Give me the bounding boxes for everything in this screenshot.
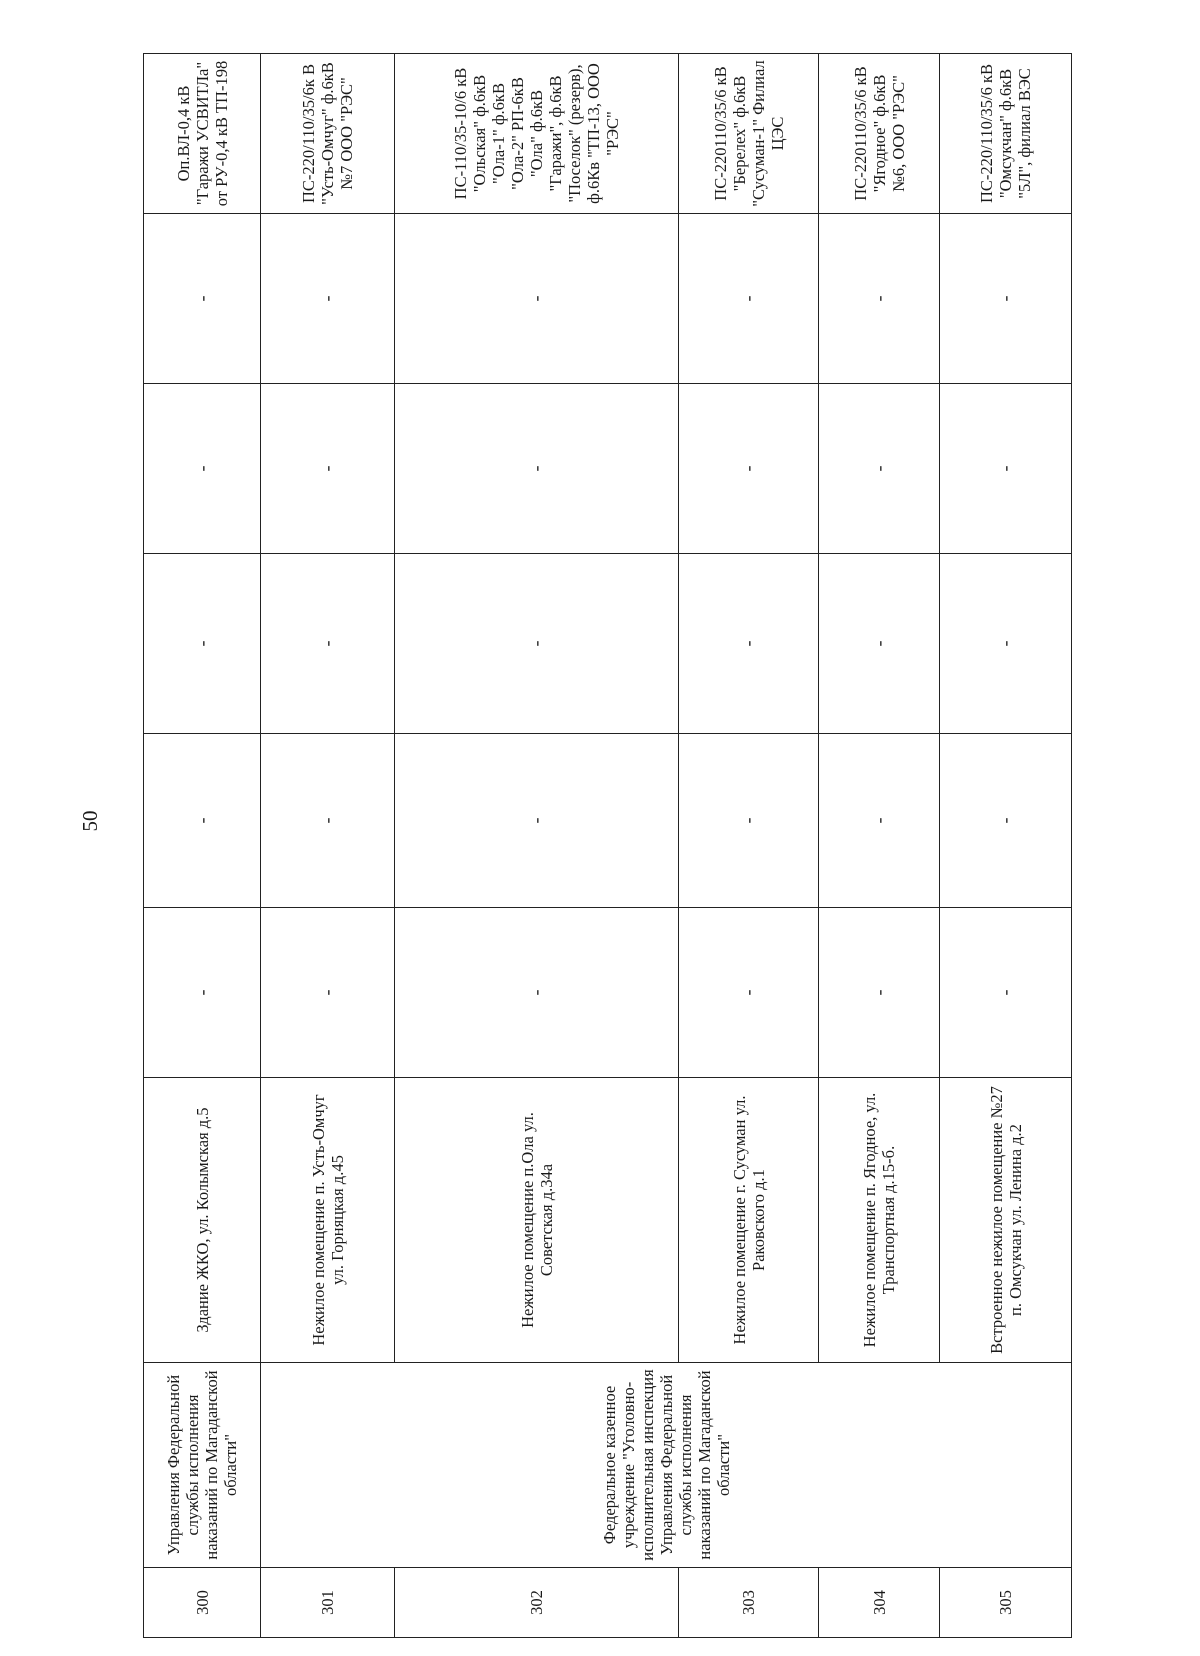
object-address: Нежилое помещение п.Ола ул. Советская д.34а <box>395 1078 679 1363</box>
empty-cell: - <box>395 214 679 384</box>
empty-cell: - <box>679 554 819 734</box>
row-number: 304 <box>819 1568 940 1638</box>
row-number: 302 <box>395 1568 679 1638</box>
empty-cell: - <box>261 734 395 908</box>
empty-cell: - <box>819 734 940 908</box>
empty-cell: - <box>261 908 395 1078</box>
empty-cell: - <box>261 384 395 554</box>
data-table <box>143 53 1072 1638</box>
empty-cell: - <box>940 214 1072 384</box>
row-number: 303 <box>679 1568 819 1638</box>
empty-cell: - <box>395 734 679 908</box>
row-number: 305 <box>940 1568 1072 1638</box>
empty-cell: - <box>940 554 1072 734</box>
empty-cell: - <box>679 384 819 554</box>
power-source: Оп.ВЛ-0,4 кВ "Гаражи УСВИТЛа" от РУ-0,4 кВ ТП-198 <box>144 54 261 214</box>
empty-cell: - <box>395 554 679 734</box>
empty-cell: - <box>819 908 940 1078</box>
object-address: Нежилое помещение г. Сусуман ул. Раковского д.1 <box>679 1078 819 1363</box>
power-source: ПС-220110/35/6 кВ "Ягодное" ф.6кВ №6, ООО "РЭС" <box>819 54 940 214</box>
empty-cell: - <box>819 214 940 384</box>
empty-cell: - <box>395 384 679 554</box>
empty-cell: - <box>144 908 261 1078</box>
empty-cell: - <box>261 554 395 734</box>
object-address: Встроенное нежилое помещение №27 п. Омсукчан ул. Ленина д.2 <box>940 1078 1072 1363</box>
empty-cell: - <box>679 734 819 908</box>
power-source: ПС-110/35-10/6 кВ "Ольская" ф.6кВ "Ола-1" ф.6кВ "Ола-2" РП-6кВ "Ола" ф.6кВ "Гаражи", ф.6кВ "Поселок" (резерв), ф.6Кв "ТП-13, ООО "РЭС" <box>395 54 679 214</box>
empty-cell: - <box>395 908 679 1078</box>
organization-cell: Федеральное казенное учреждение "Уголовно-исполнительная инспекция Управления Федеральной службы исполнения наказаний по Магаданской области" <box>261 1363 1072 1568</box>
empty-cell: - <box>679 908 819 1078</box>
page-number: 50 <box>78 810 102 832</box>
empty-cell: - <box>679 214 819 384</box>
table-row <box>144 54 261 1638</box>
row-number: 300 <box>144 1568 261 1638</box>
organization-cell: Управления Федеральной службы исполнения наказаний по Магаданской области" <box>144 1363 261 1568</box>
row-number: 301 <box>261 1568 395 1638</box>
object-address: Нежилое помещение п. Усть-Омчуг ул. Горняцкая д.45 <box>261 1078 395 1363</box>
empty-cell: - <box>144 554 261 734</box>
empty-cell: - <box>819 554 940 734</box>
empty-cell: - <box>940 734 1072 908</box>
power-source: ПС-220/110/35/6 кВ "Омсукчан" ф.6кВ "5Л", филиал ВЭС <box>940 54 1072 214</box>
power-source: ПС-220/110/35/6к В "Усть-Омчуг" ф.6кВ №7 ООО "РЭС" <box>261 54 395 214</box>
empty-cell: - <box>940 908 1072 1078</box>
empty-cell: - <box>144 734 261 908</box>
power-source: ПС-220110/35/6 кВ "Берелех" ф.6кВ "Сусуман-1" Филиал ЦЭС <box>679 54 819 214</box>
table-row <box>261 54 395 1638</box>
empty-cell: - <box>819 384 940 554</box>
object-address: Здание ЖКО, ул. Колымская д.5 <box>144 1078 261 1363</box>
empty-cell: - <box>261 214 395 384</box>
empty-cell: - <box>144 384 261 554</box>
empty-cell: - <box>940 384 1072 554</box>
object-address: Нежилое помещение п. Ягодное, ул. Транспортная д.15-б. <box>819 1078 940 1363</box>
empty-cell: - <box>144 214 261 384</box>
